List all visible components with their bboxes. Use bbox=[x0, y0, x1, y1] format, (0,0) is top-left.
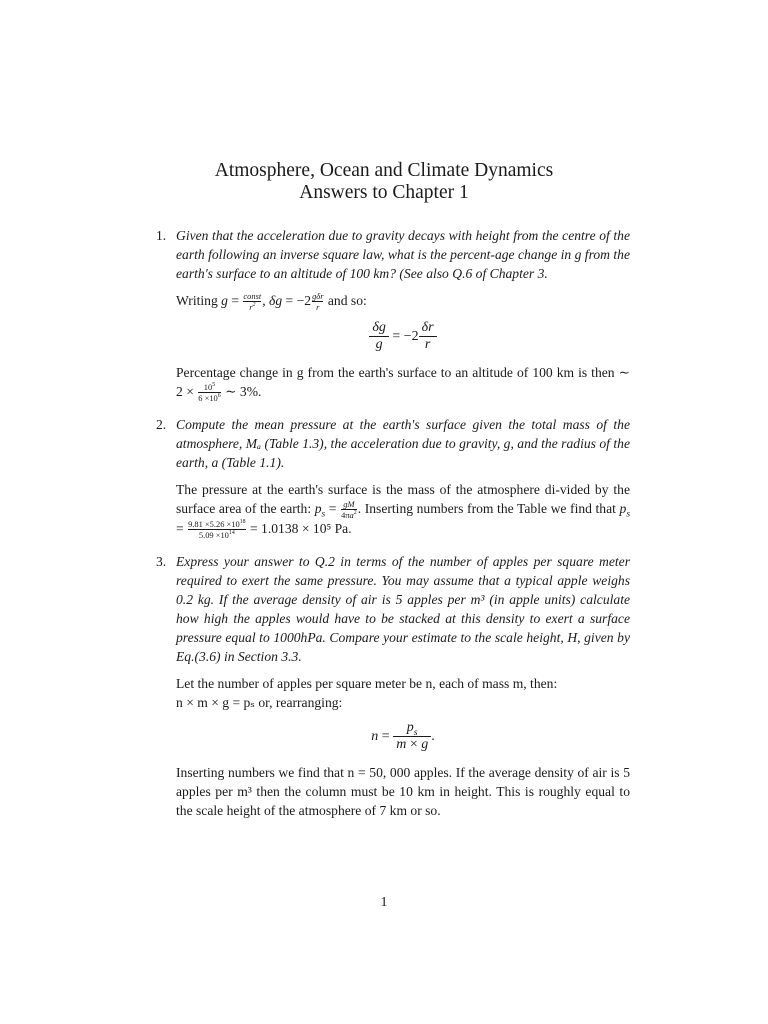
formula-fraction: $\frac{\text{gδr}}{r}$ bbox=[312, 291, 324, 312]
question-text: Given that the acceleration due to gravity decays with height from the centre of the earth following an inverse square law, what is the percent-age change in g from the earth's surface to an altitude of 100 km? (See also Q.6 of Chapter 3. bbox=[176, 228, 630, 281]
answer-conclusion: Inserting numbers we find that n = 50, 000 apples. If the average density of air is 5 apples per m³ then the column must be 10 km in height. This is roughly equal to the scale height of the atmosphere of 7 km or so. bbox=[176, 765, 630, 819]
title-line-2: Answers to Chapter 1 bbox=[299, 182, 469, 203]
content-body bbox=[156, 226, 630, 832]
question-text: Compute the mean pressure at the earth's surface given the total mass of the atmosphere, Mₐ (Table 1.3), the acceleration due to gravity, g, and the radius of the earth, a (Table 1.1). bbox=[176, 416, 630, 470]
answer-writing-line: Writing g = $\frac{\text{const}}{r^2}$ , δg = −2 $\frac{\text{gδr}}{r}$ and so: bbox=[176, 291, 367, 312]
answer-text: Writing bbox=[176, 293, 218, 308]
question-number: 2. bbox=[156, 416, 167, 432]
answer-text: The pressure at the earth's surface is the mass of the atmosphere di-vided by the surface area of the earth: $p_s$ = $\frac{gM}{4\pi a^2}$ . Inserting numbers from the Table we find that $p_s$ = $\frac{9.81 \times 5.26 \times 10^{18}}{5.09 \times 10^{14}}$ = 1.0138 × 10⁵ Pa. bbox=[176, 481, 631, 541]
question-1 bbox=[156, 226, 630, 403]
answer-percentage: Percentage change in g from the earth's surface to an altitude of 100 km is then ∼ 2 × $\frac{10^5}{6 \times 10^6}$ ∼ 3%. bbox=[176, 364, 630, 403]
answer-text bbox=[176, 674, 630, 712]
answer-text-part: The pressure at the earth's surface is the mass of the atmosphere di-vided by the surface area of the earth: bbox=[176, 481, 630, 516]
answer-text: and so: bbox=[327, 293, 367, 308]
page-number: 1 bbox=[380, 895, 388, 910]
question-number: 3. bbox=[156, 554, 167, 570]
answer-text-part: n × m × g = pₛ or, rearranging: bbox=[176, 695, 343, 711]
formula-inline: δg bbox=[269, 293, 283, 308]
answer-text-part: Inserting numbers from the Table we find that bbox=[364, 500, 616, 516]
formula-inline: g bbox=[221, 293, 228, 308]
display-equation: $\frac{\delta g}{g}$ = −2 $\frac{\delta r}{r}$ bbox=[176, 320, 630, 353]
title-line-1: Atmosphere, Ocean and Climate Dynamics bbox=[214, 160, 554, 181]
document-title bbox=[0, 160, 768, 204]
formula-fraction: $\frac{\text{const}}{r^2}$ bbox=[243, 291, 262, 312]
answer-text-part: Let the number of apples per square meter be n, each of mass m, then: bbox=[176, 676, 558, 692]
question-number: 1. bbox=[156, 228, 167, 243]
formula-fraction: $\frac{gM}{4\pi a^2}$ bbox=[341, 498, 357, 520]
answer-result: 3%. bbox=[239, 383, 262, 399]
question-3 bbox=[156, 552, 630, 820]
question-2 bbox=[156, 415, 630, 540]
answer-result: = 1.0138 × 10⁵ Pa. bbox=[249, 521, 352, 537]
question-text: Express your answer to Q.2 in terms of the number of apples per square meter required to exert the same pressure. You may assume that a typical apple weighs 0.2 kg. If the average density of air is 5 apples per m³ (in apple units) calculate how high the apples would have to be stacked at this density to exert a surface pressure equal to 1000hPa. Compare your estimate to the scale height, H, given by Eq.(3.6) in Section 3.3. bbox=[176, 554, 630, 665]
formula-fraction: $\frac{9.81 \times 5.26 \times 10^{18}}{5.09 \times 10^{14}}$ bbox=[188, 519, 246, 541]
formula-fraction: $\frac{10^5}{6 \times 10^6}$ bbox=[198, 381, 221, 403]
display-equation: n = $\frac{p_s}{m \times g}$ . bbox=[371, 720, 435, 753]
answer-text: Percentage change in g from the earth's surface to an altitude of 100 km is then bbox=[176, 364, 615, 380]
